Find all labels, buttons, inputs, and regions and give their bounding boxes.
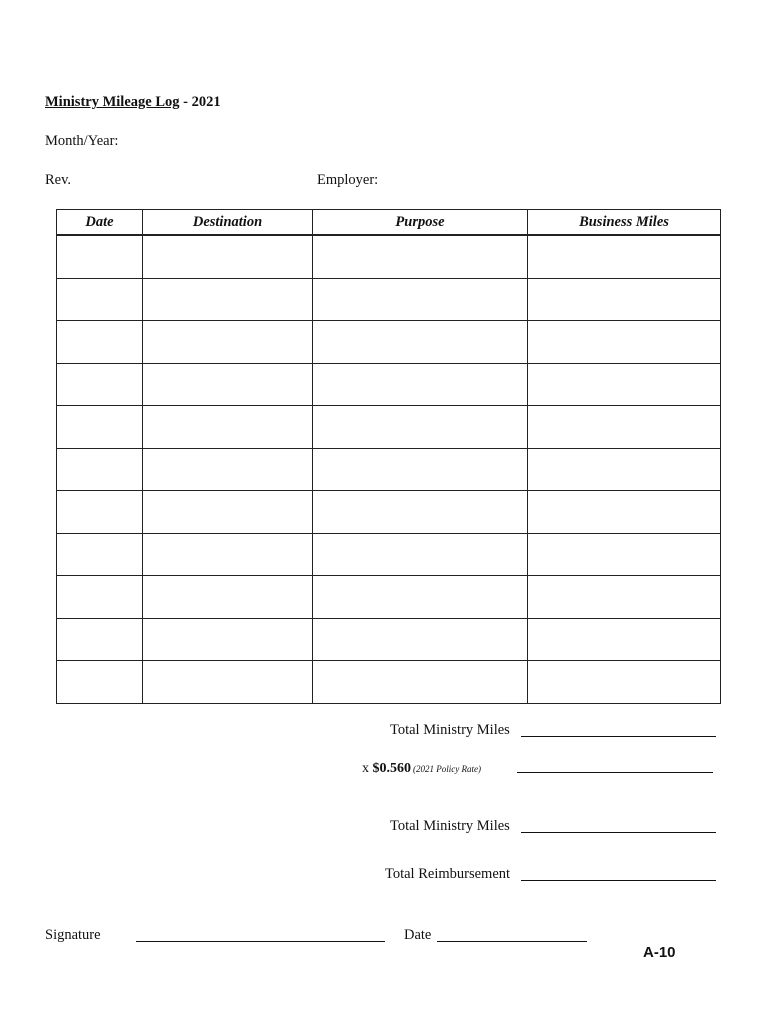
table-row [57,278,721,321]
table-body [57,235,721,703]
total-reimbursement-label: Total Reimbursement [385,866,511,882]
business-miles-cell[interactable] [528,618,721,661]
policy-rate [362,761,481,777]
purpose-cell[interactable] [313,363,528,406]
date-cell[interactable] [57,576,143,619]
table-row [57,491,721,534]
table-row [57,533,721,576]
business-miles-cell[interactable] [528,576,721,619]
rate-amount-field[interactable] [517,772,713,773]
title-year: - 2021 [179,94,221,110]
date-cell[interactable] [57,533,143,576]
title-main: Ministry Mileage Log [45,94,180,110]
employer-label: Employer: [317,172,379,188]
business-miles-cell[interactable] [528,406,721,449]
business-miles-cell[interactable] [528,533,721,576]
table-row [57,576,721,619]
table-row [57,618,721,661]
date-cell[interactable] [57,363,143,406]
date-cell[interactable] [57,235,143,278]
date-cell[interactable] [57,406,143,449]
purpose-cell[interactable] [313,576,528,619]
table-row [57,661,721,704]
table-row [57,363,721,406]
destination-cell[interactable] [143,576,313,619]
table-row [57,448,721,491]
business-miles-cell[interactable] [528,448,721,491]
destination-cell[interactable] [143,661,313,704]
month-year-label: Month/Year: [45,133,119,149]
business-miles-cell[interactable] [528,235,721,278]
business-miles-cell[interactable] [528,491,721,534]
column-header-date: Date [57,210,143,236]
column-header-destination: Destination [143,210,313,236]
total-ministry-miles-field-2[interactable] [521,832,716,833]
date-cell[interactable] [57,618,143,661]
rev-label: Rev. [45,172,72,188]
total-ministry-miles-field[interactable] [521,736,716,737]
total-ministry-miles-label: Total Ministry Miles [390,722,510,738]
page-number: A-10 [643,944,676,961]
rate-value: $0.560 [372,761,411,776]
purpose-cell[interactable] [313,661,528,704]
table-header-row [57,210,721,236]
date-cell[interactable] [57,321,143,364]
destination-cell[interactable] [143,533,313,576]
purpose-cell[interactable] [313,618,528,661]
table-row [57,235,721,278]
destination-cell[interactable] [143,448,313,491]
destination-cell[interactable] [143,491,313,534]
destination-cell[interactable] [143,618,313,661]
business-miles-cell[interactable] [528,661,721,704]
date-field[interactable] [437,941,587,942]
purpose-cell[interactable] [313,491,528,534]
mileage-log-table [56,209,721,704]
total-reimbursement-field[interactable] [521,880,716,881]
column-header-purpose: Purpose [313,210,528,236]
date-cell[interactable] [57,448,143,491]
purpose-cell[interactable] [313,406,528,449]
rate-note: (2021 Policy Rate) [413,764,481,774]
date-cell[interactable] [57,661,143,704]
date-cell[interactable] [57,278,143,321]
signature-field[interactable] [136,941,385,942]
business-miles-cell[interactable] [528,321,721,364]
business-miles-cell[interactable] [528,363,721,406]
page-title [45,94,221,111]
date-label: Date [404,927,432,943]
rate-prefix: x [362,761,373,776]
purpose-cell[interactable] [313,235,528,278]
purpose-cell[interactable] [313,448,528,491]
destination-cell[interactable] [143,278,313,321]
destination-cell[interactable] [143,235,313,278]
column-header-business-miles: Business Miles [528,210,721,236]
total-ministry-miles-label-2: Total Ministry Miles [390,818,510,834]
destination-cell[interactable] [143,406,313,449]
purpose-cell[interactable] [313,533,528,576]
purpose-cell[interactable] [313,321,528,364]
destination-cell[interactable] [143,363,313,406]
date-cell[interactable] [57,491,143,534]
signature-label: Signature [45,927,101,943]
table-row [57,321,721,364]
destination-cell[interactable] [143,321,313,364]
purpose-cell[interactable] [313,278,528,321]
table-row [57,406,721,449]
business-miles-cell[interactable] [528,278,721,321]
